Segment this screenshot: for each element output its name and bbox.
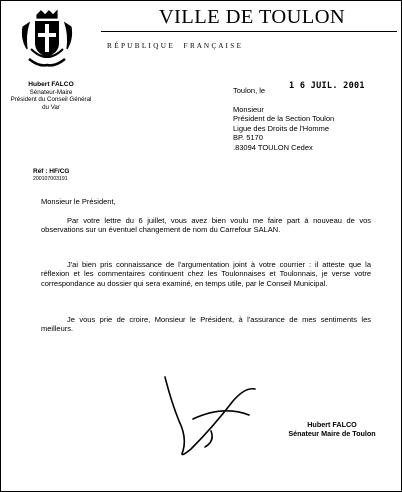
signatory-block <box>277 420 387 439</box>
place-label: Toulon, le <box>233 86 266 95</box>
address-line: Monsieur <box>233 105 264 114</box>
sender-role: du Var <box>42 103 60 111</box>
address-line: .83094 TOULON Cedex <box>233 142 313 152</box>
header-divider <box>101 31 397 32</box>
salutation: Monsieur le Président, <box>41 197 116 206</box>
body-paragraph: Par votre lettre du 6 juillet, vous avez bien voulu me faire part à nouveau de vos observations sur un éventuel changement de nom du Carrefour SALAN. <box>41 216 371 235</box>
reference: Réf : HF/CG <box>33 168 70 175</box>
address-line: Président de la Section Toulon <box>233 114 335 124</box>
body-paragraph: Je vous prie de croire, Monsieur le Président, à l'assurance de mes sentiments les meilleurs. <box>41 315 371 334</box>
body-paragraph: J'ai bien pris connaissance de l'argumentation joint à votre courrier : il atteste que la réflexion et les commentaires continuent chez les Toulonnaises et Toulonnais, je verse votre correspondance au dossier qui sera examiné, en temps utile, par le Conseil Municipal. <box>41 260 371 288</box>
signatory-title: Sénateur Maire de Toulon <box>288 429 376 439</box>
address-line: Ligue des Droits de l'Homme <box>233 123 330 133</box>
toulon-coat-of-arms-icon <box>15 9 79 73</box>
signatory-name: Hubert FALCO <box>307 420 357 429</box>
sender-block <box>5 81 97 111</box>
sender-role: Sénateur-Maire <box>29 88 73 96</box>
handwritten-signature <box>153 371 263 461</box>
address-line: BP. 5170 <box>233 133 263 143</box>
sender-role: Président du Conseil Général <box>10 96 92 104</box>
reference-number: 200107003191 <box>33 176 68 182</box>
republique-line: R É P U B L I Q U E F R A N Ç A I S E <box>107 42 242 50</box>
sender-name: Hubert FALCO <box>28 81 74 88</box>
date-stamp: 1 6 JUIL. 2001 <box>289 81 365 91</box>
letterhead-title: VILLE DE TOULON <box>158 6 346 28</box>
recipient-address <box>233 105 334 152</box>
